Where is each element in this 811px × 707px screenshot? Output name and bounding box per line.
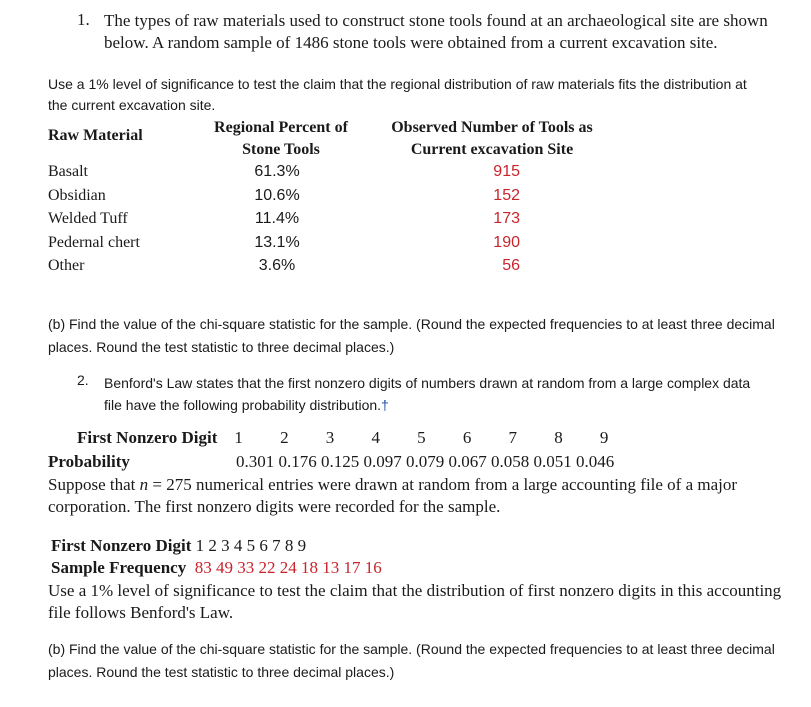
table-row-material: Basalt	[48, 163, 88, 180]
table-row-observed: 152	[493, 186, 520, 204]
column-percents	[232, 160, 322, 278]
header-observed-number: Observed Number of Tools as Current excavation Site	[391, 119, 593, 158]
table-row-percent: 11.4%	[254, 210, 300, 227]
sample-frequencies: 83 49 33 22 24 18 13 17 16	[194, 558, 382, 577]
table-row-observed: 190	[493, 233, 520, 251]
header-regional-percent: Regional Percent of Stone Tools	[214, 119, 348, 158]
table-row-observed: 173	[493, 210, 520, 227]
benford-digit: 3	[325, 428, 335, 447]
question-2-scenario	[48, 474, 788, 518]
table-row-percent: 10.6%	[254, 186, 300, 204]
benford-digit: 6	[462, 428, 472, 447]
table-row-percent: 13.1%	[254, 233, 300, 251]
column-materials	[48, 160, 140, 278]
question-2-text-body: Benford's Law states that the first nonzero digits of numbers drawn at random from a large complex data file have the following probability distribution.	[104, 375, 751, 413]
table-row-observed: 56	[502, 257, 520, 274]
benford-digit: 4	[371, 428, 380, 447]
benford-digit-row	[77, 428, 646, 448]
benford-digit: 9	[599, 428, 609, 447]
question-1-text: The types of raw materials used to construct stone tools found at an archaeological site are shown below. A random sample of 1486 stone tools were obtained from a current excavation site.	[104, 11, 768, 52]
sample-frequency-row	[51, 558, 382, 578]
sample-digit-label: First Nonzero Digit	[51, 536, 192, 555]
question-2-text	[104, 372, 764, 416]
table-row-percent: 61.3%	[254, 163, 300, 180]
column-observed	[440, 160, 520, 278]
scenario-prefix: Suppose that	[48, 475, 140, 494]
scenario-n-variable: n	[139, 475, 149, 494]
table-row-material: Welded Tuff	[48, 210, 128, 227]
table-row-material: Pedernal chert	[48, 233, 140, 251]
table-row-observed: 915	[493, 163, 520, 180]
benford-digit: 2	[280, 428, 289, 447]
question-2-number: 2.	[77, 372, 89, 388]
sample-frequency-label: Sample Frequency	[51, 558, 187, 577]
header-raw-material: Raw Material	[48, 127, 143, 144]
benford-digit: 5	[417, 428, 426, 447]
table-row-material: Obsidian	[48, 186, 106, 204]
question-1-number: 1.	[77, 10, 90, 29]
question-2-instruction: Use a 1% level of significance to test the claim that the distribution of first nonzero digits in this accounting file follows Benford's Law.	[48, 581, 782, 622]
sample-digit-row	[51, 536, 306, 556]
dagger-footnote-link[interactable]: †	[381, 397, 389, 413]
benford-probability-label: Probability	[48, 452, 130, 471]
benford-digit: 8	[554, 428, 563, 447]
question-1-part-b: (b) Find the value of the chi-square statistic for the sample. (Round the expected frequencies to at least three decimal places. Round the test statistic to three decimal places.)	[48, 316, 775, 355]
table-row-percent: 3.6%	[258, 257, 296, 274]
benford-digit-label: First Nonzero Digit	[77, 428, 218, 447]
scenario-suffix: = 275 numerical entries were drawn at random from a large accounting file of a major corporation. The first nonzero digits were recorded for the sample.	[48, 475, 738, 516]
table-row-material: Other	[48, 257, 85, 274]
benford-probability-values: 0.301 0.176 0.125 0.097 0.079 0.067 0.058 0.051 0.046	[236, 452, 615, 471]
sample-digits: 1 2 3 4 5 6 7 8 9	[195, 536, 307, 555]
benford-digit: 7	[508, 428, 517, 447]
benford-digit: 1	[234, 428, 243, 447]
question-2-part-b: (b) Find the value of the chi-square statistic for the sample. (Round the expected frequencies to at least three decimal places. Round the test statistic to three decimal places.)	[48, 641, 775, 680]
question-1-instruction: Use a 1% level of significance to test the claim that the regional distribution of raw materials fits the distribution at the current excavation site.	[48, 76, 747, 113]
